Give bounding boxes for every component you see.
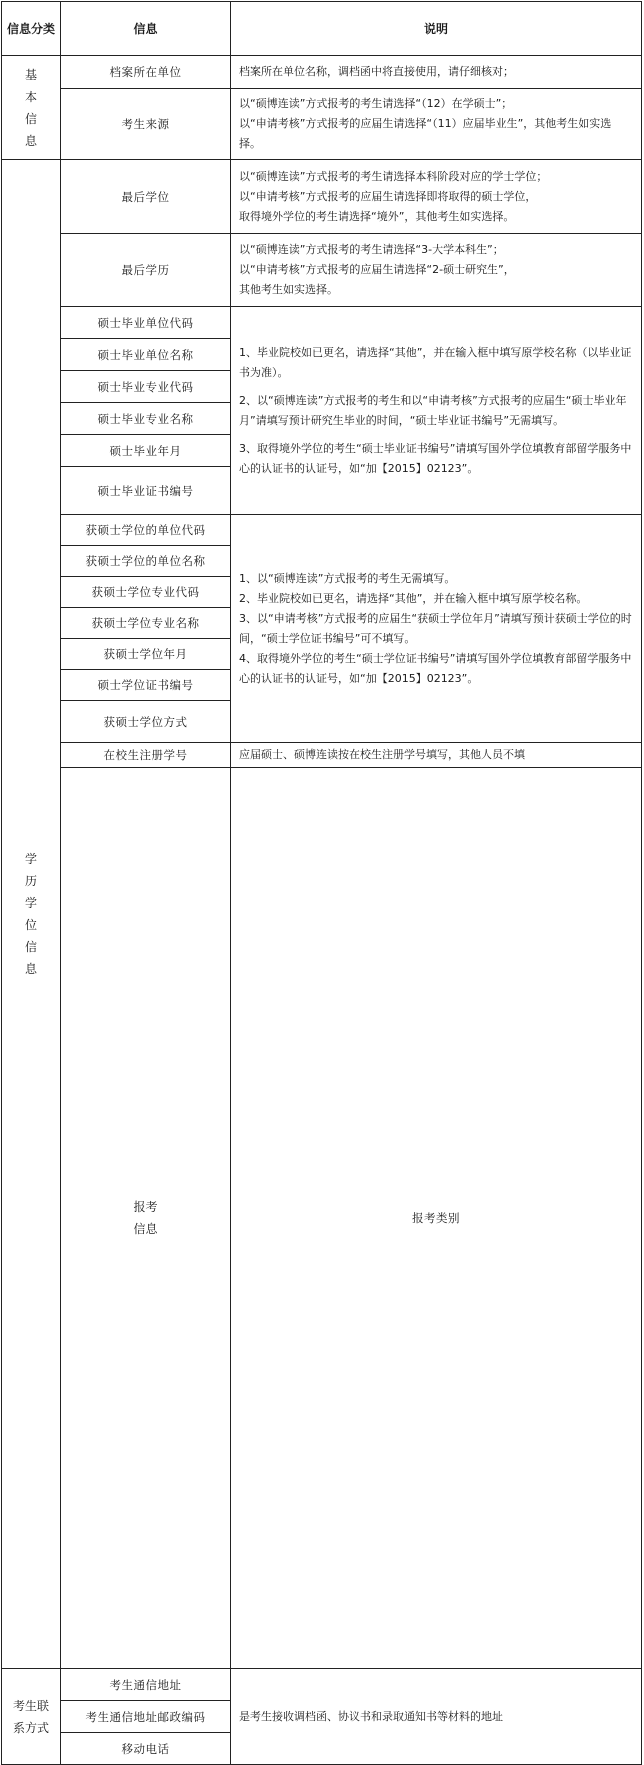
header-category — [2, 2, 61, 56]
field-mailing-address: 考生通信地址 — [61, 1669, 231, 1701]
field-registration-no: 在校生注册学号 — [61, 743, 231, 768]
field-archive-unit: 档案所在单位 — [61, 56, 231, 89]
field-master-degree-cert-no: 硕士学位证书编号 — [61, 670, 231, 701]
table-row — [2, 768, 642, 1669]
category-contact — [2, 1669, 61, 1765]
category-basic-text: 基本信息 — [24, 67, 37, 148]
table-row — [2, 743, 642, 768]
desc-line: 以“硕博连读”方式报考的考生请选择“（12）在学硕士”； — [239, 97, 513, 110]
field-last-degree: 最后学位 — [61, 160, 231, 234]
desc-line: 以“申请考核”方式报考的应届生请选择即将取得的硕士学位， — [239, 189, 537, 203]
field-master-grad-unit-name: 硕士毕业单位名称 — [61, 339, 231, 371]
table-row — [2, 1669, 642, 1701]
note-line: 1、以“硕博连读”方式报考的考生无需填写。 — [239, 571, 456, 585]
desc-line: 以“硕博连读”方式报考的考生请选择本科阶段对应的学士学位； — [239, 169, 548, 183]
header-category-text: 信息分类 — [6, 21, 55, 36]
category-application — [61, 768, 231, 1669]
note-line: 3、取得境外学位的考生“硕士毕业证书编号”请填写国外学位填教育部留学服务中心的认证书的认证号，如“加【2015】02123”。 — [239, 441, 632, 475]
field-last-education: 最后学历 — [61, 234, 231, 307]
field-master-grad-major-code: 硕士毕业专业代码 — [61, 371, 231, 403]
field-master-grad-major-name: 硕士毕业专业名称 — [61, 403, 231, 435]
category-contact-text: 考生联系方式 — [12, 1698, 49, 1735]
table-row — [2, 160, 642, 234]
field-master-degree-unit-code: 获硕士学位的单位代码 — [61, 515, 231, 546]
desc-line: 以“申请考核”方式报考的应届生请选择“（11）应届毕业生”，其他考生如实选择。 — [239, 117, 612, 150]
desc-line: 其他考生如实选择。 — [239, 283, 338, 296]
desc-contact: 是考生接收调档函、协议书和录取通知书等材料的地址 — [231, 1669, 642, 1765]
field-mobile-phone: 移动电话 — [61, 1733, 231, 1765]
table-row — [2, 234, 642, 307]
desc-master-grad — [231, 307, 642, 515]
desc-last-education — [231, 234, 642, 307]
category-degree — [2, 160, 61, 1669]
category-application-text: 报考信息 — [133, 1200, 158, 1236]
header-description: 说明 — [231, 2, 642, 56]
field-application-type: 报考类别 — [231, 768, 642, 1669]
registration-info-table — [1, 1, 642, 1765]
desc-line: 取得境外学位的考生请选择“境外”，其他考生如实选择。 — [239, 209, 515, 223]
field-master-grad-cert-no: 硕士毕业证书编号 — [61, 467, 231, 515]
desc-last-degree — [231, 160, 642, 234]
field-master-grad-date: 硕士毕业年月 — [61, 435, 231, 467]
desc-archive-unit: 档案所在单位名称，调档函中将直接使用，请仔细核对； — [231, 56, 642, 89]
table-row — [2, 89, 642, 160]
field-candidate-source: 考生来源 — [61, 89, 231, 160]
field-master-degree-major-code: 获硕士学位专业代码 — [61, 577, 231, 608]
header-field: 信息 — [61, 2, 231, 56]
table-row — [2, 56, 642, 89]
field-master-degree-unit-name: 获硕士学位的单位名称 — [61, 546, 231, 577]
field-postal-code: 考生通信地址邮政编码 — [61, 1701, 231, 1733]
field-master-degree-major-name: 获硕士学位专业名称 — [61, 608, 231, 639]
table-row — [2, 515, 642, 546]
field-master-grad-unit-code: 硕士毕业单位代码 — [61, 307, 231, 339]
category-basic — [2, 56, 61, 160]
desc-master-degree — [231, 515, 642, 743]
desc-line: 以“硕博连读”方式报考的考生请选择“3-大学本科生”； — [239, 243, 504, 256]
note-line: 2、毕业院校如已更名，请选择“其他”，并在输入框中填写原学校名称。 — [239, 591, 588, 605]
table-row — [2, 307, 642, 339]
note-line: 1、毕业院校如已更名，请选择“其他”，并在输入框中填写原学校名称（以毕业证书为准）。 — [239, 345, 632, 379]
field-master-degree-method: 获硕士学位方式 — [61, 701, 231, 743]
desc-candidate-source — [231, 89, 642, 160]
note-line: 4、取得境外学位的考生“硕士学位证书编号”请填写国外学位填教育部留学服务中心的认证书的认证号，如“加【2015】02123”。 — [239, 651, 632, 685]
note-line: 2、以“硕博连读”方式报考的考生和以“申请考核”方式报考的应届生“硕士毕业年月”请填写预计研究生毕业的时间，“硕士毕业证书编号”无需填写。 — [239, 393, 627, 427]
field-master-degree-date: 获硕士学位年月 — [61, 639, 231, 670]
desc-registration-no: 应届硕士、硕博连读按在校生注册学号填写，其他人员不填 — [231, 743, 642, 768]
table-header-row — [2, 2, 642, 56]
desc-line: 以“申请考核”方式报考的应届生请选择“2-硕士研究生”， — [239, 263, 515, 276]
note-line: 3、以“申请考核”方式报考的应届生“获硕士学位年月”请填写预计获硕士学位的时间，“硕士学位证书编号”可不填写。 — [239, 611, 632, 645]
category-degree-text: 学历学位信息 — [24, 852, 37, 976]
